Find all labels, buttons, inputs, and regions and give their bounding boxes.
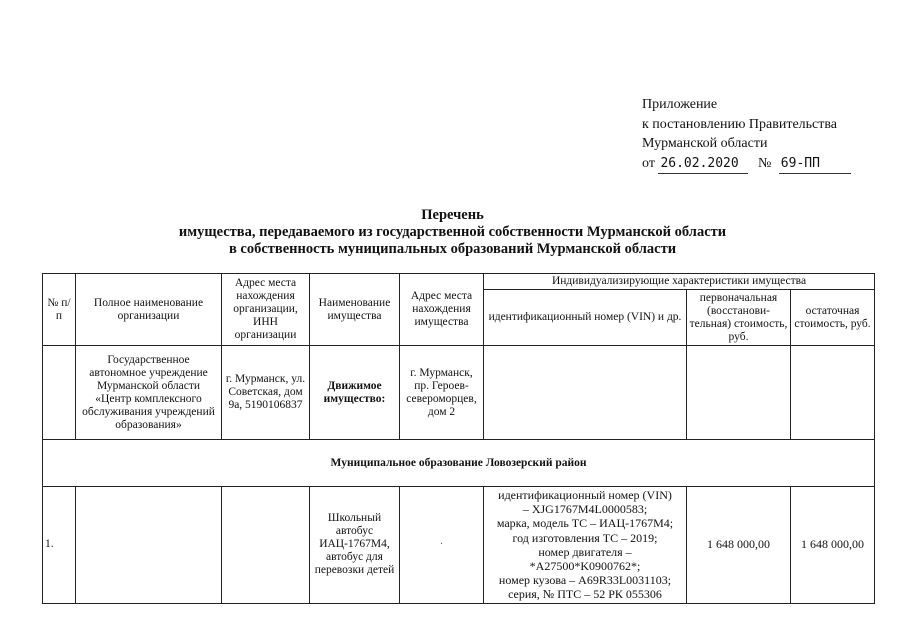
item-address-cell — [222, 487, 310, 604]
org-initial-cell — [687, 346, 791, 440]
ident-line: серия, № ПТС – 52 РК 055306 — [508, 587, 662, 602]
item-residual-cost: 1 648 000,00 — [791, 487, 875, 604]
item-ident — [484, 487, 687, 604]
municipality-name: Муниципальное образование Ловозерский район — [43, 440, 875, 487]
org-num-cell — [43, 346, 76, 440]
item-location-cell — [400, 487, 484, 604]
appendix-signature-line — [642, 154, 882, 175]
header-address: Адрес места нахождения организации, ИНН организации — [222, 274, 310, 346]
item-org-cell — [76, 487, 222, 604]
header-num: № п/п — [43, 274, 76, 346]
number-sign: № — [757, 155, 772, 171]
ident-line: номер двигателя – — [538, 544, 632, 559]
org-residual-cell — [791, 346, 875, 440]
document-title — [0, 207, 905, 258]
header-residual-cost: остаточная стоимость, руб. — [791, 290, 875, 346]
item-name: Школьный автобус ИАЦ-1767М4, автобус для перевозки детей — [310, 487, 400, 604]
ident-line: год изготовления ТС – 2019; — [512, 530, 658, 545]
appendix-line-1: Приложение — [642, 97, 718, 112]
org-location-cell: г. Мурманск, пр. Героев-североморцев, дом 2 — [400, 346, 484, 440]
header-characteristics: Индивидуализирующие характеристики имущества — [484, 274, 875, 290]
ident-line: идентификационный номер (VIN) — [498, 488, 672, 502]
ident-line: номер кузова – А69R33L0031103; — [498, 573, 672, 588]
table-row — [43, 487, 875, 604]
ident-line: – XJG1767M4L0000583; — [522, 502, 648, 517]
org-ident-cell — [484, 346, 687, 440]
appendix-date: 26.02.2020 — [658, 154, 748, 175]
header-name: Наименование имущества — [310, 274, 400, 346]
header-location: Адрес места нахождения имущества — [400, 274, 484, 346]
appendix-block — [642, 95, 882, 174]
dot-mark: · — [439, 539, 444, 551]
appendix-number: 69-ПП — [779, 154, 851, 175]
title-line-3: в собственность муниципальных образований Мурманской области — [228, 241, 677, 257]
ident-line: *A27500*K0900762*; — [529, 559, 641, 574]
title-line-2: имущества, передаваемого из государственной собственности Мурманской области — [178, 224, 727, 240]
item-initial-cost: 1 648 000,00 — [687, 487, 791, 604]
header-ident: идентификационный номер (VIN) и др. — [484, 290, 687, 346]
title-line-1: Перечень — [421, 207, 484, 223]
from-label: от — [642, 155, 655, 171]
appendix-line-3: Мурманской области — [642, 136, 768, 151]
item-num: 1. — [43, 487, 76, 604]
org-name-cell: Государственное автономное учреждение Мурманской области «Центр комплексного обслуживания учреждений образования» — [76, 346, 222, 440]
org-property-cell: Движимое имущество: — [310, 346, 400, 440]
header-row-top — [43, 274, 875, 290]
header-initial-cost: первоначальная (восстанови-тельная) стоимость, руб. — [687, 290, 791, 346]
appendix-line-2: к постановлению Правительства — [642, 116, 838, 132]
header-org: Полное наименование организации — [76, 274, 222, 346]
ident-line: марка, модель ТС – ИАЦ-1767М4; — [496, 516, 674, 531]
property-table — [42, 273, 875, 604]
org-address-cell: г. Мурманск, ул. Советская, дом 9а, 5190106837 — [222, 346, 310, 440]
organization-row — [43, 346, 875, 440]
municipality-row — [43, 440, 875, 487]
